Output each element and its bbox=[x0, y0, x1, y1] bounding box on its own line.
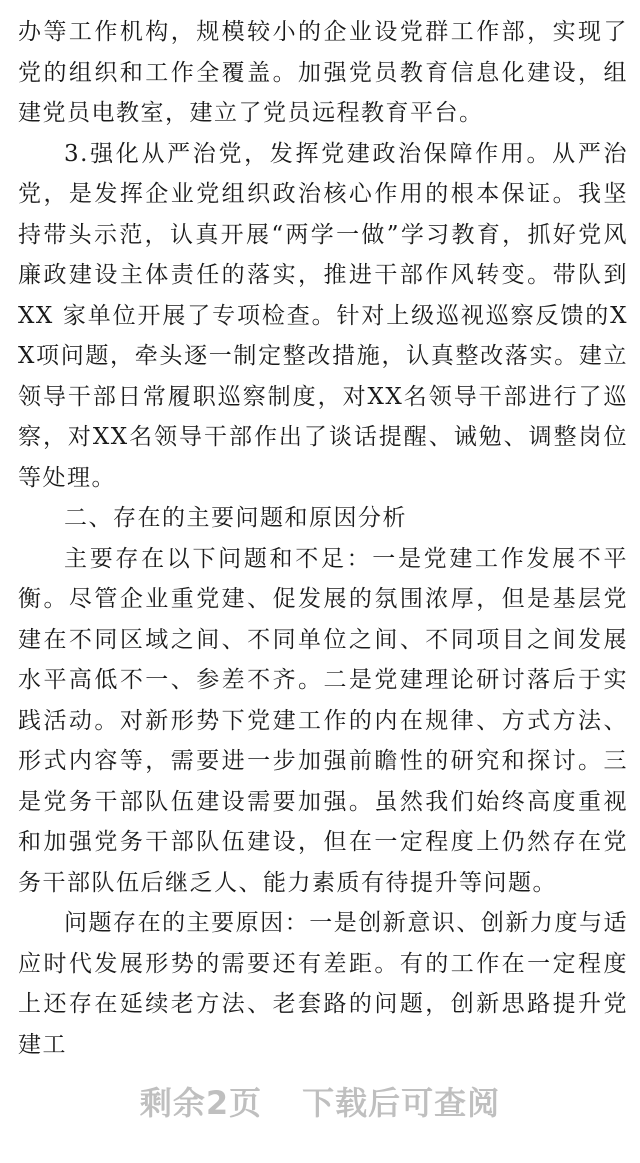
document-body bbox=[18, 12, 628, 1065]
paragraph-strict-governance: 3.强化从严治党，发挥党建政治保障作用。从严治党，是发挥企业党组织政治核心作用的根本保证。我坚持带头示范，认真开展“两学一做”学习教育，抓好党风廉政建设主体责任的落实，推进干部作风转变。带队到 XX 家单位开展了专项检查。针对上级巡视巡察反馈的XX项问题，牵头逐一制定整改措施，认真整改落实。建立领导干部日常履职巡察制度，对XX名领导干部进行了巡察，对XX名领导干部作出了谈话提醒、诫勉、调整岗位等处理。 bbox=[18, 140, 628, 491]
download-watermark bbox=[0, 1078, 640, 1124]
paragraph-main-problems: 主要存在以下问题和不足：一是党建工作发展不平衡。尽管企业重党建、促发展的氛围浓厚，但是基层党建在不同区域之间、不同单位之间、不同项目之间发展水平高低不一、参差不齐。二是党建理论研讨落后于实践活动。对新形势下党建工作的内在规律、方式方法、形式内容等，需要进一步加强前瞻性的研究和探讨。三是党务干部队伍建设需要加强。虽然我们始终高度重视和加强党务干部队伍建设，但在一定程度上仍然存在党务干部队伍后继乏人、能力素质有待提升等问题。 bbox=[18, 545, 628, 896]
paragraph-org-coverage: 办等工作机构，规模较小的企业设党群工作部，实现了党的组织和工作全覆盖。加强党员教育信息化建设，组建党员电教室，建立了党员远程教育平台。 bbox=[18, 19, 628, 126]
remaining-pages-label: 剩余2页 bbox=[139, 1084, 263, 1122]
section-heading-problems: 二、存在的主要问题和原因分析 bbox=[64, 505, 407, 531]
paragraph-causes: 问题存在的主要原因：一是创新意识、创新力度与适应时代发展形势的需要还有差距。有的工作在一定程度上还存在延续老方法、老套路的问题，创新思路提升党建工 bbox=[18, 910, 628, 1058]
download-to-view-label: 下载后可查阅 bbox=[302, 1084, 501, 1122]
